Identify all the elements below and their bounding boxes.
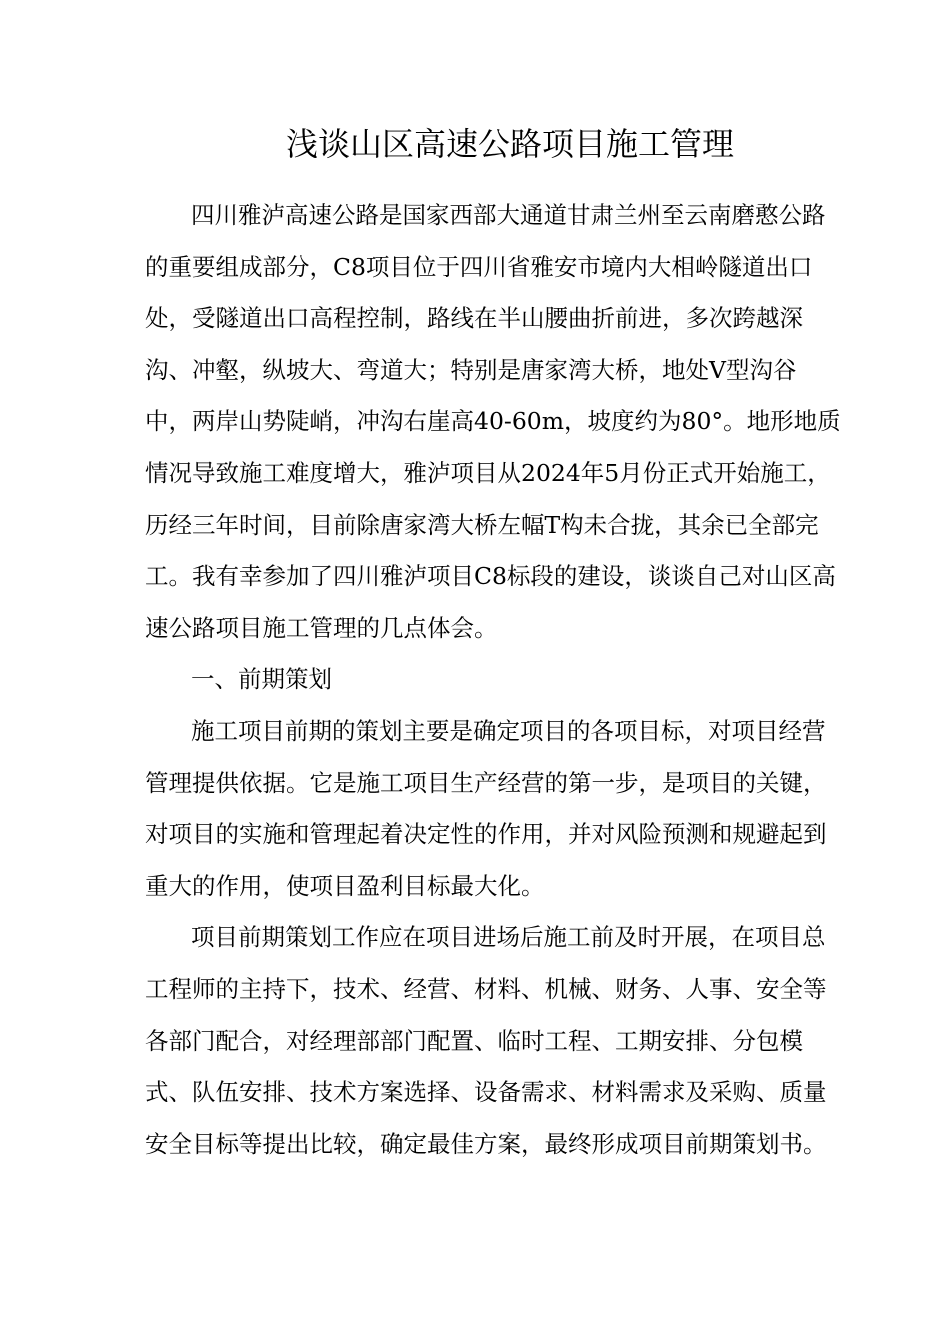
document-title: 浅谈山区高速公路项目施工管理 [285, 125, 734, 163]
text-line: 安全目标等提出比较，确定最佳方案，最终形成项目前期策划书。 [145, 1129, 827, 1158]
text-line: 施工项目前期的策划主要是确定项目的各项目标，对项目经营 [191, 716, 826, 745]
document-body [145, 190, 841, 1170]
text-line: 速公路项目施工管理的几点体会。 [145, 613, 498, 642]
text-line: 管理提供依据。它是施工项目生产经营的第一步，是项目的关键， [145, 768, 827, 797]
text-line: 沟、冲壑，纵坡大、弯道大；特别是唐家湾大桥，地处V型沟谷 [145, 355, 797, 384]
text-line: 处，受隧道出口高程控制，路线在半山腰曲折前进，多次跨越深 [145, 304, 803, 333]
text-line: 项目前期策划工作应在项目进场后施工前及时开展，在项目总 [191, 923, 826, 952]
text-line: 式、队伍安排、技术方案选择、设备需求、材料需求及采购、质量 [145, 1078, 827, 1107]
text-line: 情况导致施工难度增大，雅泸项目从2024年5月份正式开始施工， [145, 458, 831, 487]
text-line: 工。我有幸参加了四川雅泸项目C8标段的建设，谈谈自己对山区高 [145, 562, 836, 591]
text-line: 历经三年时间，目前除唐家湾大桥左幅T构未合拢，其余已全部完 [145, 510, 819, 539]
text-line: 对项目的实施和管理起着决定性的作用，并对风险预测和规避起到 [145, 820, 827, 849]
text-line: 重大的作用，使项目盈利目标最大化。 [145, 871, 545, 900]
text-line: 的重要组成部分，C8项目位于四川省雅安市境内大相岭隧道出口 [145, 252, 813, 281]
text-line: 工程师的主持下，技术、经营、材料、机械、财务、人事、安全等 [145, 974, 827, 1003]
text-line: 四川雅泸高速公路是国家西部大通道甘肃兰州至云南磨憨公路 [191, 201, 826, 229]
text-line: 各部门配合，对经理部部门配置、临时工程、工期安排、分包模 [145, 1026, 803, 1055]
text-line: 一、前期策划 [191, 665, 332, 694]
text-line: 中，两岸山势陡峭，冲沟右崖高40-60m，坡度约为80°。地形地质 [145, 407, 841, 436]
